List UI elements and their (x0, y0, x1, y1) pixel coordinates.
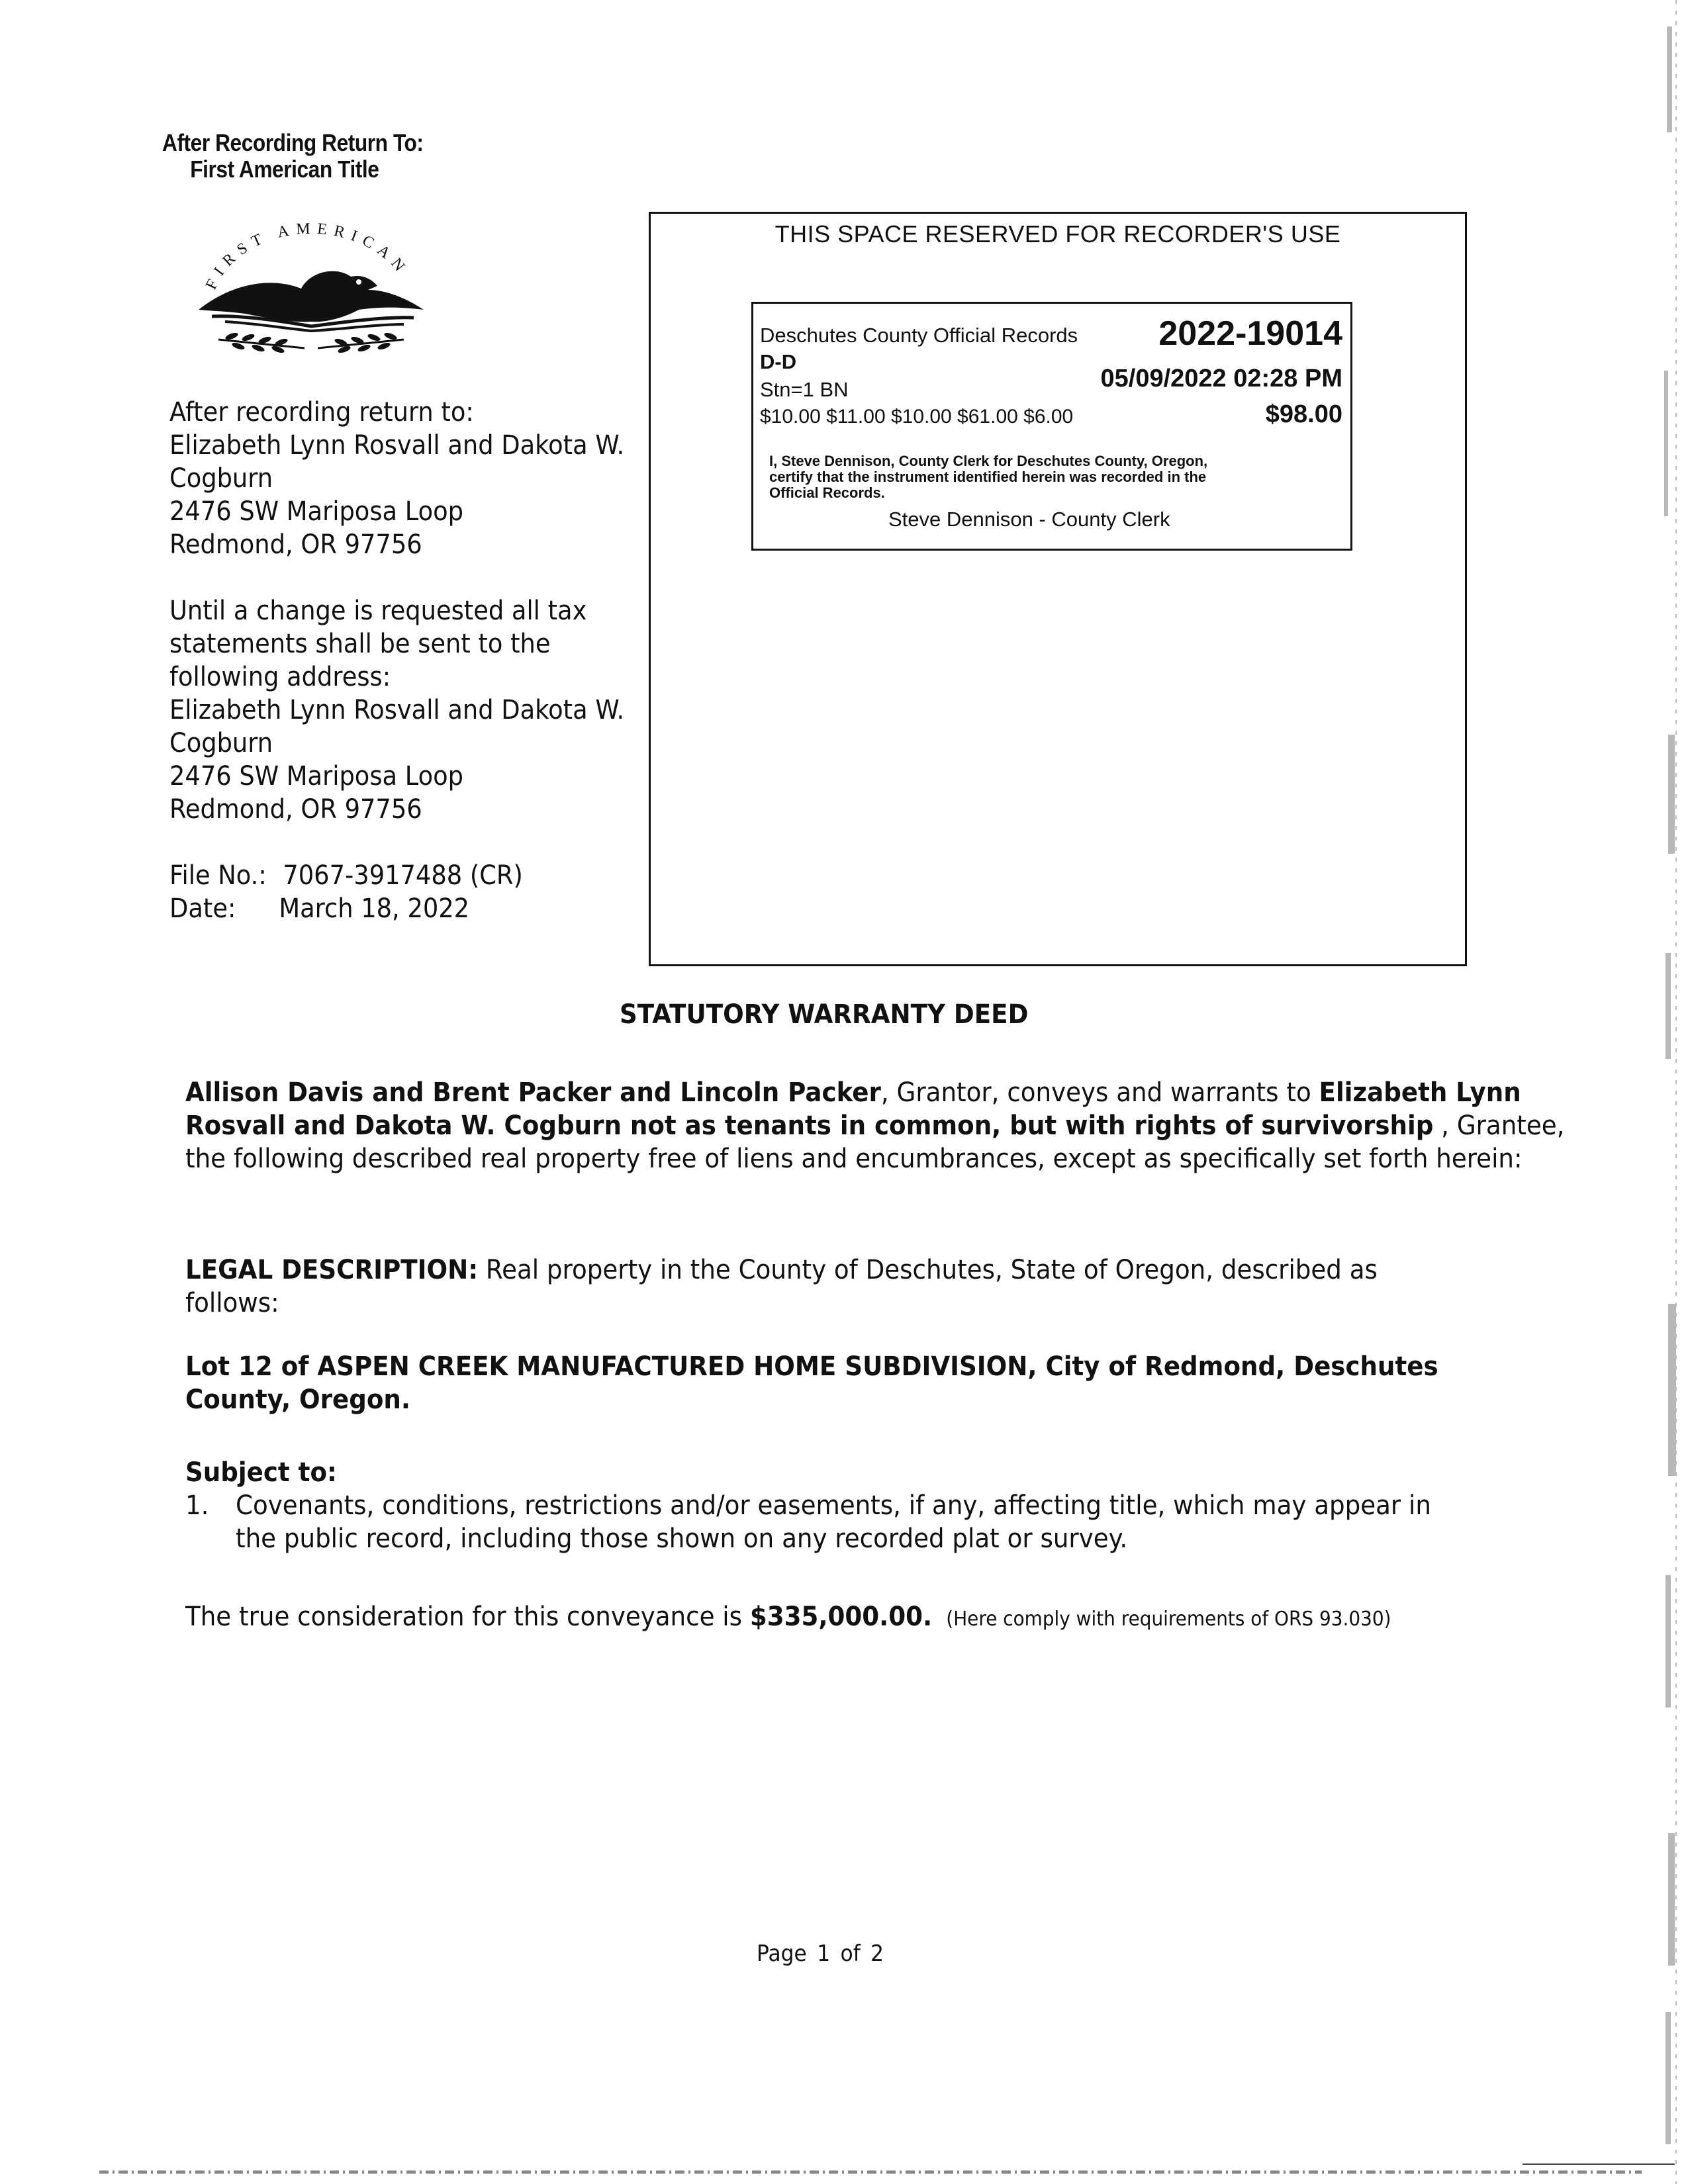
grantor-names: Allison Davis and Brent Packer and Lincoln Packer (185, 1077, 881, 1108)
return-city: Redmond, OR 97756 (169, 529, 422, 560)
return-to-stamp (162, 130, 424, 183)
recorder-box-title: THIS SPACE RESERVED FOR RECORDER'S USE (774, 220, 1341, 248)
recorder-box (649, 212, 1467, 966)
document-number: 2022-19014 (1158, 314, 1342, 353)
legal-description-text: Real property in the County of Deschutes, State of Oregon, described as follows: (185, 1255, 1378, 1318)
tax-name-line1: Elizabeth Lynn Rosvall and Dakota W. (169, 695, 625, 725)
tax-city: Redmond, OR 97756 (169, 794, 422, 825)
lot-description: Lot 12 of ASPEN CREEK MANUFACTURED HOME SUBDIVISION, City of Redmond, Deschutes County, Oregon. (185, 1351, 1438, 1415)
address-block (169, 396, 624, 925)
conveyance-text-2: , Grantee, the following described real property free of liens and encumbrances, except as specifically set forth herein: (185, 1111, 1565, 1174)
tax-street: 2476 SW Mariposa Loop (169, 761, 464, 792)
legal-description (185, 1253, 1417, 1320)
spacer (169, 826, 624, 859)
spacer (169, 561, 624, 594)
station: Stn=1 BN (760, 378, 849, 401)
return-name-line1: Elizabeth Lynn Rosvall and Dakota W. (169, 430, 625, 461)
tax-line1: Until a change is requested all tax (169, 596, 587, 626)
cert-line3: Official Records. (769, 484, 885, 501)
subject-item-number: 1. (185, 1490, 209, 1521)
certification-text (769, 453, 1207, 501)
clerk-name: Steve Dennison - County Clerk (888, 508, 1170, 531)
return-label: After recording return to: (169, 397, 474, 428)
return-name-line2: Cogburn (169, 463, 273, 494)
subject-to-label: Subject to: (185, 1457, 337, 1488)
company-line: First American Title (190, 156, 379, 183)
first-american-logo (185, 210, 437, 363)
tax-line2: statements shall be sent to the (169, 629, 551, 659)
page-number: Page 1 of 2 (757, 1940, 884, 1967)
scan-bottom-noise (0, 2158, 1688, 2184)
cert-line2: certify that the instrument identified herein was recorded in the (769, 469, 1207, 485)
subject-item-text: Covenants, conditions, restrictions and/or easements, if any, affecting title, which may appear in the public record, including those shown on any recorded plat or survey. (236, 1490, 1431, 1554)
recording-stamp (751, 302, 1352, 551)
return-street: 2476 SW Mariposa Loop (169, 496, 464, 527)
consideration-amount: $335,000.00. (749, 1602, 933, 1632)
legal-description-label: LEGAL DESCRIPTION: (185, 1255, 479, 1285)
total-fee: $98.00 (1265, 400, 1342, 428)
file-number-value: 7067-3917488 (CR) (283, 860, 523, 891)
tax-line3: following address: (169, 662, 391, 692)
eagle-icon (185, 210, 437, 363)
grantee-names: Elizabeth Lynn Rosvall and Dakota W. Cogburn not as tenants in common, but with rights of survivorship (185, 1077, 1521, 1141)
document-type: D-D (760, 350, 797, 373)
conveyance-paragraph (185, 1076, 1601, 1175)
date-row (169, 892, 624, 925)
conveyance-text: , Grantor, conveys and warrants to (880, 1077, 1319, 1108)
recording-datetime: 05/09/2022 02:28 PM (1100, 365, 1342, 392)
consideration-line (185, 1600, 1391, 1636)
consideration-note: (Here comply with requirements of ORS 93.030) (946, 1608, 1391, 1631)
file-number-row (169, 859, 624, 892)
date-label: Date: (169, 893, 236, 924)
cert-line1: I, Steve Dennison, County Clerk for Deschutes County, Oregon, (769, 453, 1208, 469)
return-to-line: After Recording Return To: (162, 129, 424, 156)
logo-arc-text: FIRST AMERICAN (203, 220, 412, 293)
scan-edge-noise (1648, 0, 1688, 2184)
date-value: March 18, 2022 (279, 893, 470, 924)
county-records: Deschutes County Official Records (760, 324, 1078, 347)
consideration-text: The true consideration for this conveyance is (185, 1602, 750, 1632)
deed-title: STATUTORY WARRANTY DEED (620, 999, 1029, 1030)
fee-list: $10.00 $11.00 $10.00 $61.00 $6.00 (760, 406, 1074, 428)
file-number-label: File No.: (169, 860, 267, 891)
tax-name-line2: Cogburn (169, 728, 273, 758)
